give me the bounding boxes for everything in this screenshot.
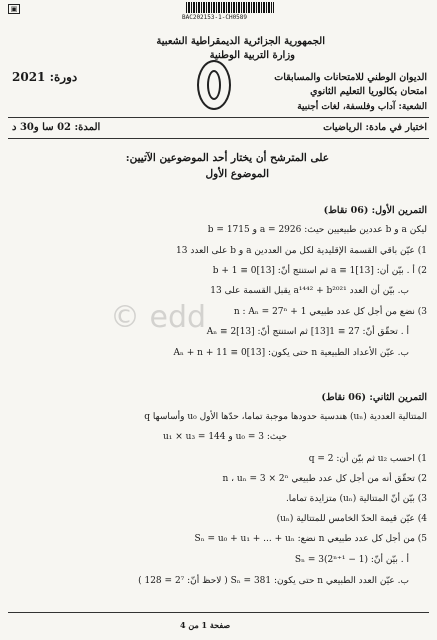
exercise1-line: ب. بيّن أن العدد a¹⁴⁴² + b²⁰²¹ يقبل القسمة على 13 [210, 286, 409, 296]
watermark-text: © edd [110, 300, 207, 335]
header-divider [8, 117, 429, 118]
barcode-text: BAC202153-1-CH0589 [182, 14, 248, 21]
exercise2-line: حيث: u₀ = 3 و u₁ × u₃ = 144 [162, 432, 287, 442]
branch-label: الشعبة: آداب وفلسفة، لغات أجنبية [297, 102, 427, 112]
duration-label: المدة: 02 سا و30 د [12, 122, 101, 133]
exercise2-line: 2) تحقّق أنه من أجل كل عدد طبيعي n ، uₙ = 3 × 2ⁿ [222, 474, 427, 484]
footer-divider [8, 612, 429, 613]
exercise1-line: 1) عيّن باقي القسمة الإقليدية لكل من العددين a و b على العدد 13 [176, 246, 427, 256]
barcode-image [186, 2, 274, 13]
exercise1-line: أ . تحقّق أنّ: 27 ≡ 1[13] ثم استنتج أنّ: Aₙ ≡ 2[13] [206, 327, 409, 337]
exercise2-line: أ . بيّن أنّ: Sₙ = 3(2ⁿ⁺¹ − 1) [294, 555, 409, 565]
exercise1-line: 3) نضع من أجل كل عدد طبيعي n : Aₙ = 27ⁿ + 1 [233, 307, 427, 317]
exercise2-line: 1) احسب u₂ ثم بيّن أن: q = 2 [308, 454, 427, 464]
subject-divider [8, 138, 429, 139]
exercise1-line: ب. عيّن الأعداد الطبيعية n حتى يكون: Aₙ + n + 11 ≡ 0[13] [173, 348, 409, 358]
exercise1-line: 2) أ . بيّن أن: a ≡ 1[13] ثم استنتج أنّ: b + 1 ≡ 0[13] [212, 266, 427, 276]
exercise2-line: 5) من أجل كل عدد طبيعي n نضع: Sₙ = u₀ + u₁ + ... + uₙ [194, 534, 427, 544]
corner-mark: ▣ [8, 4, 20, 14]
exercise2-line: 4) عيّن قيمة الحدّ الخامس للمتتالية (uₙ) [276, 514, 427, 524]
subject-label: اختبار في مادة: الرياضيات [323, 122, 427, 133]
exercise1-line: ليكن a و b عددين طبيعيين حيث: a = 2926 و b = 1715 [207, 225, 427, 235]
page-number: صفحة 1 من 4 [180, 620, 231, 630]
exercise2-line: المتتالية العددية (uₙ) هندسية حدودها موجبة تماما، حدّها الأول u₀ وأساسها q [144, 412, 427, 422]
instructions-text: على المترشح أن يختار أحد الموضوعين الآتيين: [125, 152, 329, 164]
exercise2-line: 3) بيّن أنّ المتتالية (uₙ) متزايدة تماما. [285, 494, 427, 504]
exercise2-line: ب. عيّن العدد الطبيعي n حتى يكون: Sₙ = 381 ( لاحظ أنّ: 2⁷ = 128 ) [138, 576, 409, 586]
ministry-title: وزارة التربية الوطنية [209, 50, 295, 61]
exercise2-title: التمرين الثاني: (06 نقاط) [321, 392, 427, 403]
exam-title: امتحان بكالوريا التعليم الثانوي [310, 86, 427, 97]
session-label: دورة: 2021 [12, 70, 78, 84]
republic-title: الجمهورية الجزائرية الديمقراطية الشعبية [156, 36, 325, 47]
exercise1-title: التمرين الأول: (06 نقاط) [323, 205, 427, 216]
office-title: الديوان الوطني للامتحانات والمسابقات [274, 72, 427, 83]
emblem-logo [197, 60, 231, 110]
topic-title: الموضوع الأول [205, 168, 269, 180]
